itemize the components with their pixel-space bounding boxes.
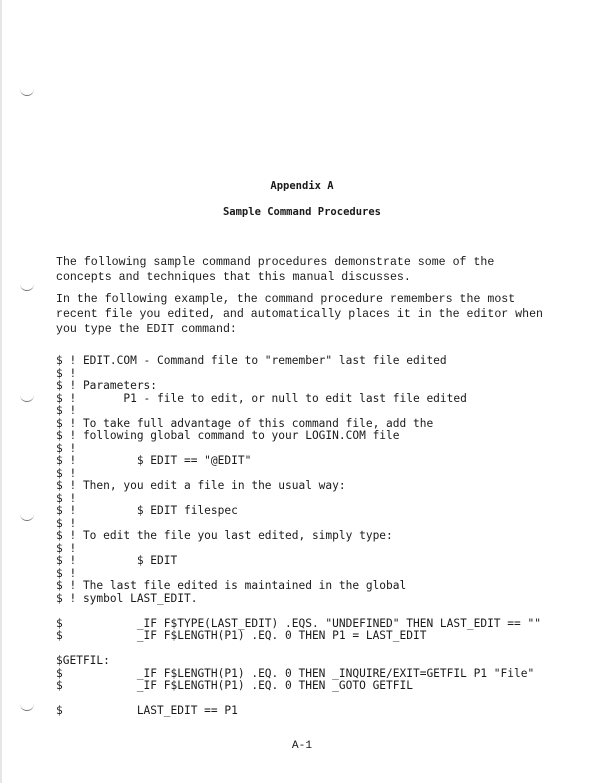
code-line: $ ! P1 - file to edit, or null to edit last file edited [56, 391, 467, 405]
appendix-title: Sample Command Procedures [222, 206, 382, 218]
code-line: $ ! $ EDIT [56, 554, 178, 567]
code-line: $ ! EDIT.COM - Command file to "remember" last file edited [56, 354, 447, 367]
code-blank-line [56, 643, 586, 656]
code-line: $ ! $ EDIT == "@EDIT" [56, 454, 252, 467]
code-line: $GETFIL: [56, 654, 110, 667]
intro-paragraph: The following sample command procedures demonstrate some of the concepts and techniques that this manual discusses. [56, 256, 495, 284]
code-line: $ ! symbol LAST_EDIT. [56, 591, 198, 605]
code-line: $ ! Parameters: [56, 379, 158, 392]
code-line: $ ! $ EDIT filespec [56, 504, 238, 517]
code-line: $ ! [56, 541, 77, 555]
code-line: $ _IF F$TYPE(LAST_EDIT) .EQS. "UNDEFINED" THEN LAST_EDIT == "" [56, 616, 541, 630]
code-line: $ _IF F$LENGTH(P1) .EQ. 0 THEN _INQUIRE/EXIT=GETFIL P1 "File" [56, 666, 535, 680]
code-line: $ ! [56, 404, 77, 417]
code-line: $ ! [56, 466, 77, 480]
code-line: $ LAST_EDIT == P1 [56, 704, 238, 717]
code-line: $ _IF F$LENGTH(P1) .EQ. 0 THEN _GOTO GETFIL [56, 679, 413, 692]
binding-hole-mark [20, 703, 34, 711]
example-paragraph: In the following example, the command procedure remembers the most recent file you edited, and automatically places it in the editor when you type the EDIT command: [56, 293, 544, 336]
binding-hole-mark [20, 283, 34, 291]
code-line: $ ! [56, 366, 77, 380]
code-blank-line [56, 605, 586, 618]
binding-hole-mark [20, 88, 34, 96]
code-line: $ ! Then, you edit a file in the usual way: [56, 479, 346, 492]
code-line: $ ! To take full advantage of this command file, add the [56, 416, 434, 430]
binding-hole-mark [20, 513, 34, 521]
page-edge [0, 0, 2, 783]
binding-hole-mark [20, 394, 34, 402]
code-line: $ ! [56, 491, 77, 505]
code-line: $ ! [56, 441, 77, 455]
appendix-heading: Appendix A [270, 180, 334, 192]
code-line: $ ! [56, 566, 77, 580]
code-line: $ ! following global command to your LOGIN.COM file [56, 429, 400, 442]
code-line: $ ! To edit the file you last edited, simply type: [56, 529, 393, 542]
page-number: A-1 [291, 740, 313, 752]
code-line: $ ! [56, 516, 77, 530]
code-line: $ _IF F$LENGTH(P1) .EQ. 0 THEN P1 = LAST_EDIT [56, 629, 427, 642]
code-line: $ ! The last file edited is maintained in the global [56, 579, 407, 592]
command-procedure-listing [56, 355, 586, 718]
